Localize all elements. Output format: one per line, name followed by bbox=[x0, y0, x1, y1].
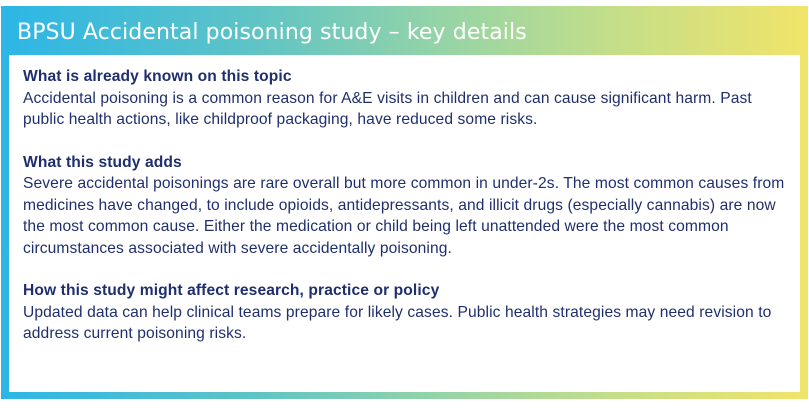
section-body: Updated data can help clinical teams prepare for likely cases. Public health strategies may need revision to address current poisoning risks. bbox=[23, 303, 772, 342]
section-adds bbox=[23, 152, 787, 260]
section-heading: What is already known on this topic bbox=[23, 68, 292, 85]
content-panel bbox=[9, 55, 800, 392]
section-heading: How this study might affect research, practice or policy bbox=[23, 282, 440, 299]
section-body: Accidental poisoning is a common reason for A&E visits in children and can cause significant harm. Past public health actions, like childproof packaging, have reduced some risks. bbox=[23, 89, 752, 128]
section-impact bbox=[23, 280, 787, 345]
box-title: BPSU Accidental poisoning study – key details bbox=[17, 20, 527, 45]
section-heading: What this study adds bbox=[23, 153, 182, 171]
section-known bbox=[23, 66, 787, 131]
key-details-box bbox=[1, 6, 808, 399]
section-body: Severe accidental poisonings are rare overall but more common in under-2s. The most common causes from medicines have changed, to include opioids, antidepressants, and illicit drugs (especially cannabis) are now the most common cause. Either the medication or child being left unattended were the most common circumstances associated with severe accidentally poisoning. bbox=[23, 175, 785, 257]
